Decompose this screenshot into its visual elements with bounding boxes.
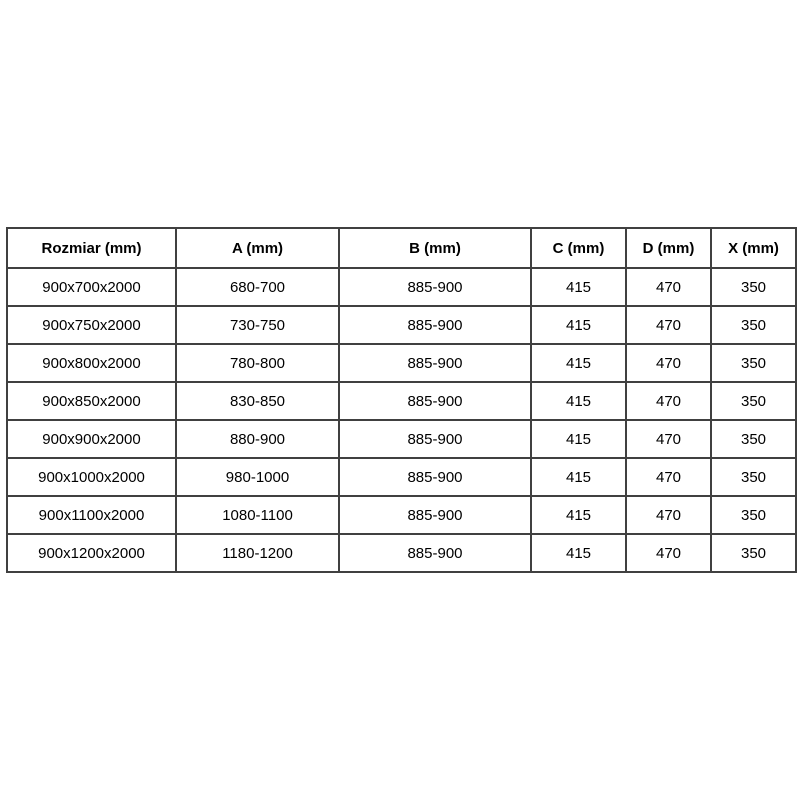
table-cell: 415: [531, 458, 626, 496]
table-cell: 900x700x2000: [7, 268, 176, 306]
column-header-3: B (mm): [339, 228, 531, 268]
table-cell: 350: [711, 458, 796, 496]
table-cell: 885-900: [339, 420, 531, 458]
table-cell: 880-900: [176, 420, 339, 458]
table-cell: 350: [711, 534, 796, 572]
table-row: [7, 534, 796, 572]
table-header: [7, 228, 796, 268]
table-row: [7, 344, 796, 382]
table-cell: 415: [531, 268, 626, 306]
table-row: [7, 496, 796, 534]
table-cell: 350: [711, 306, 796, 344]
table-cell: 885-900: [339, 268, 531, 306]
table-row: [7, 268, 796, 306]
table-cell: 415: [531, 344, 626, 382]
table-cell: 830-850: [176, 382, 339, 420]
column-header-6: X (mm): [711, 228, 796, 268]
table-cell: 350: [711, 382, 796, 420]
table-cell: 470: [626, 382, 711, 420]
table-cell: 415: [531, 534, 626, 572]
table-row: [7, 458, 796, 496]
table-cell: 885-900: [339, 458, 531, 496]
table-cell: 680-700: [176, 268, 339, 306]
table-cell: 350: [711, 496, 796, 534]
table-row: [7, 420, 796, 458]
table-cell: 470: [626, 496, 711, 534]
table-cell: 470: [626, 306, 711, 344]
column-header-4: C (mm): [531, 228, 626, 268]
table-cell: 350: [711, 420, 796, 458]
table-cell: 350: [711, 344, 796, 382]
table-cell: 415: [531, 496, 626, 534]
table-cell: 415: [531, 382, 626, 420]
table-cell: 980-1000: [176, 458, 339, 496]
table-cell: 900x1100x2000: [7, 496, 176, 534]
table-cell: 730-750: [176, 306, 339, 344]
table-cell: 900x1000x2000: [7, 458, 176, 496]
table-cell: 470: [626, 344, 711, 382]
table-cell: 415: [531, 306, 626, 344]
table-cell: 780-800: [176, 344, 339, 382]
table-cell: 900x900x2000: [7, 420, 176, 458]
table-cell: 350: [711, 268, 796, 306]
size-spec-table: [6, 227, 797, 573]
table-cell: 885-900: [339, 382, 531, 420]
table-cell: 470: [626, 268, 711, 306]
table-cell: 470: [626, 534, 711, 572]
table-cell: 415: [531, 420, 626, 458]
table-cell: 1080-1100: [176, 496, 339, 534]
table-cell: 900x750x2000: [7, 306, 176, 344]
table-cell: 900x800x2000: [7, 344, 176, 382]
table-cell: 900x850x2000: [7, 382, 176, 420]
table-cell: 470: [626, 458, 711, 496]
column-header-2: A (mm): [176, 228, 339, 268]
column-header-5: D (mm): [626, 228, 711, 268]
table-cell: 885-900: [339, 306, 531, 344]
header-row: [7, 228, 796, 268]
table-cell: 1180-1200: [176, 534, 339, 572]
column-header-1: Rozmiar (mm): [7, 228, 176, 268]
table-cell: 900x1200x2000: [7, 534, 176, 572]
table-row: [7, 382, 796, 420]
table-cell: 885-900: [339, 534, 531, 572]
table-row: [7, 306, 796, 344]
table-cell: 885-900: [339, 344, 531, 382]
table-body: [7, 268, 796, 572]
table-cell: 885-900: [339, 496, 531, 534]
table-cell: 470: [626, 420, 711, 458]
